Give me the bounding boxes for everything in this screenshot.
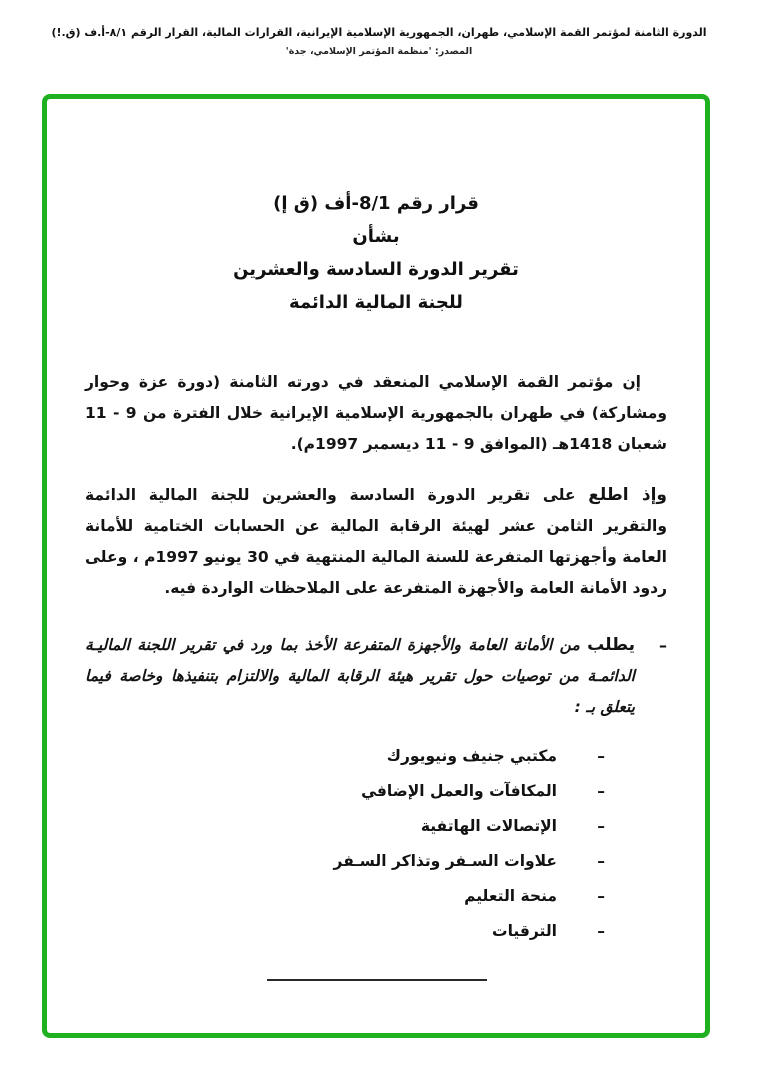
- topics-list: [85, 739, 605, 949]
- paragraph-having-reviewed-lead: وإذ اطلع: [588, 485, 667, 505]
- list-item-label: مكتبي جنيف ونيويورك: [386, 747, 557, 765]
- dash-marker: –: [597, 887, 605, 905]
- paragraph-having-reviewed-text: على تقرير الدورة السادسة والعشرين للجنة المالية الدائمة والتقرير الثامن عشر لهيئة الرقابة المالية عن الحسابات الختامية للأمانة العامة وأجهزتها المتفرعة للسنة المالية المنتهية في 30 يونيو 1997م ، وعلى ردود الأمانة العامة والأجهزة المتفرعة على الملاحظات الواردة فيه.: [85, 486, 667, 597]
- dash-marker: –: [597, 852, 605, 870]
- list-item: [85, 844, 605, 879]
- document-content: [47, 99, 705, 1033]
- dash-marker: –: [597, 922, 605, 940]
- list-item-label: المكافآت والعمل الإضافي: [361, 782, 557, 800]
- header-source: المصدر: 'منظمة المؤتمر الإسلامي، جدة': [285, 46, 473, 57]
- resolution-number: قرار رقم 8/1-أف (ق إ): [273, 193, 479, 214]
- list-item: [85, 879, 605, 914]
- list-item: [85, 914, 605, 949]
- paragraph-requests-lead: يطلب: [587, 635, 636, 655]
- dash-marker: –: [659, 636, 667, 655]
- green-frame: [42, 94, 710, 1038]
- list-item: [85, 774, 605, 809]
- paragraph-requests-text: من الأمانة العامة والأجهزة المتفرعة الأخذ بما ورد في تقرير اللجنة الماليـة الدائمـة من توصيات حول تقرير هيئة الرقابة المالية والالتزام بتنفيذها وخاصة فيما يتعلق بـ :: [85, 636, 635, 716]
- dash-marker: –: [597, 782, 605, 800]
- resolution-title-block: [85, 187, 667, 319]
- list-item-label: الترقيات: [492, 922, 557, 940]
- title-session: تقرير الدورة السادسة والعشرين: [233, 259, 519, 280]
- title-regarding: بشأن: [352, 226, 400, 247]
- dash-marker: –: [597, 747, 605, 765]
- list-item-label: منحة التعليم: [464, 887, 557, 905]
- dash-marker: –: [597, 817, 605, 835]
- document-header: [0, 26, 758, 57]
- title-committee: للجنة المالية الدائمة: [289, 292, 463, 313]
- separator-line: [267, 979, 487, 981]
- list-item-label: علاوات السـفر وتذاكر السـفر: [333, 852, 557, 870]
- paragraph-having-reviewed: [85, 480, 667, 604]
- paragraph-requests: [85, 630, 635, 723]
- list-item: [85, 739, 605, 774]
- paragraph-requests-row: [85, 630, 667, 723]
- list-item: [85, 809, 605, 844]
- paragraph-preamble: إن مؤتمر القمة الإسلامي المنعقد في دورته الثامنة (دورة عزة وحوار ومشاركة) في طهران بالجمهورية الإسلامية الإيرانية خلال الفترة من 9 - 11 شعبان 1418هـ (الموافق 9 - 11 ديسمبر 1997م).: [85, 373, 667, 453]
- list-item-label: الإتصالات الهاتفية: [420, 817, 557, 835]
- header-citation: الدورة الثامنة لمؤتمر القمة الإسلامي، طهران، الجمهورية الإسلامية الإيرانية، القرارات المالية، القرار الرقم ٨/١-أ.ف (ق.!): [51, 26, 707, 39]
